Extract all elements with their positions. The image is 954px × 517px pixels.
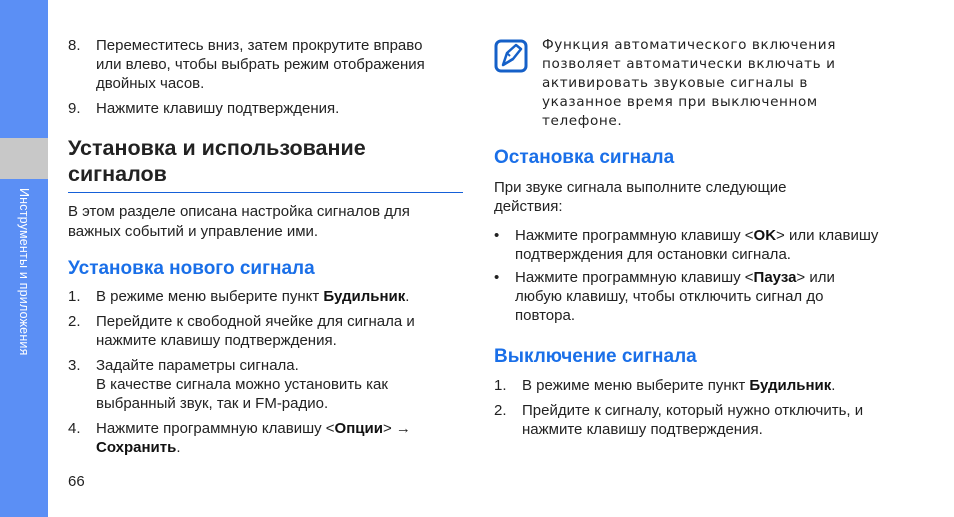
sidebar-section-marker [0, 138, 48, 179]
disable-alarm-title: Выключение сигнала [494, 346, 697, 367]
page-number: 66 [68, 473, 85, 490]
right-column [494, 146, 894, 445]
menu-item-save: Сохранить [96, 439, 177, 456]
menu-item-alarm: Будильник [323, 288, 406, 305]
stop-alarm-bullets [494, 226, 894, 325]
alarm-setup-steps [68, 287, 463, 457]
softkey-ok: OK [753, 227, 777, 244]
subsection-title: Установка нового сигнала [68, 258, 315, 279]
list-item: 9. Нажмите клавишу подтверждения. [68, 100, 340, 117]
softkey-options: Опции [334, 420, 383, 437]
list-item: • Нажмите программную клавишу <Пауза> или любую клавишу, чтобы отключить сигнал до повтора. [494, 269, 835, 324]
stop-alarm-intro: При звуке сигнала выполните следующие действия: [494, 179, 787, 215]
menu-item-alarm: Будильник [749, 377, 832, 394]
list-item: • Нажмите программную клавишу <OK> или клавишу подтверждения для остановки сигнала. [494, 227, 879, 263]
softkey-pause: Пауза [753, 269, 797, 286]
section-title: Установка и использование сигналов [68, 135, 463, 193]
note-text: Функция автоматического включения позволяет автоматически включать и активировать звуковые сигналы в указанное время при выключенном телефоне. [542, 37, 836, 129]
list-item: 2. Прейдите к сигналу, который нужно отключить, и нажмите клавишу подтверждения. [494, 402, 864, 438]
list-item: 4. Нажмите программную клавишу <Опции> → Сохранить. [68, 420, 411, 456]
stop-alarm-title: Остановка сигнала [494, 147, 675, 168]
note-pen-icon [494, 39, 528, 78]
left-column [68, 36, 463, 463]
list-item: 8. Переместитесь вниз, затем прокрутите вправо или влево, чтобы выбрать режим отображения двойных часов. [68, 37, 425, 92]
section-intro: В этом разделе описана настройка сигналов для важных событий и управление ими. [68, 203, 410, 240]
list-item: 3. Задайте параметры сигнала. В качестве сигнала можно установить как выбранный звук, так и FM-радио. [68, 357, 388, 412]
list-item: 1. В режиме меню выберите пункт Будильник. [494, 377, 836, 394]
disable-alarm-steps [494, 376, 894, 439]
list-item: 1. В режиме меню выберите пункт Будильник. [68, 288, 410, 305]
previous-steps-list [68, 36, 463, 118]
list-item: 2. Перейдите к свободной ячейке для сигнала и нажмите клавишу подтверждения. [68, 313, 415, 349]
sidebar-section-label: Инструменты и приложения [17, 188, 31, 356]
